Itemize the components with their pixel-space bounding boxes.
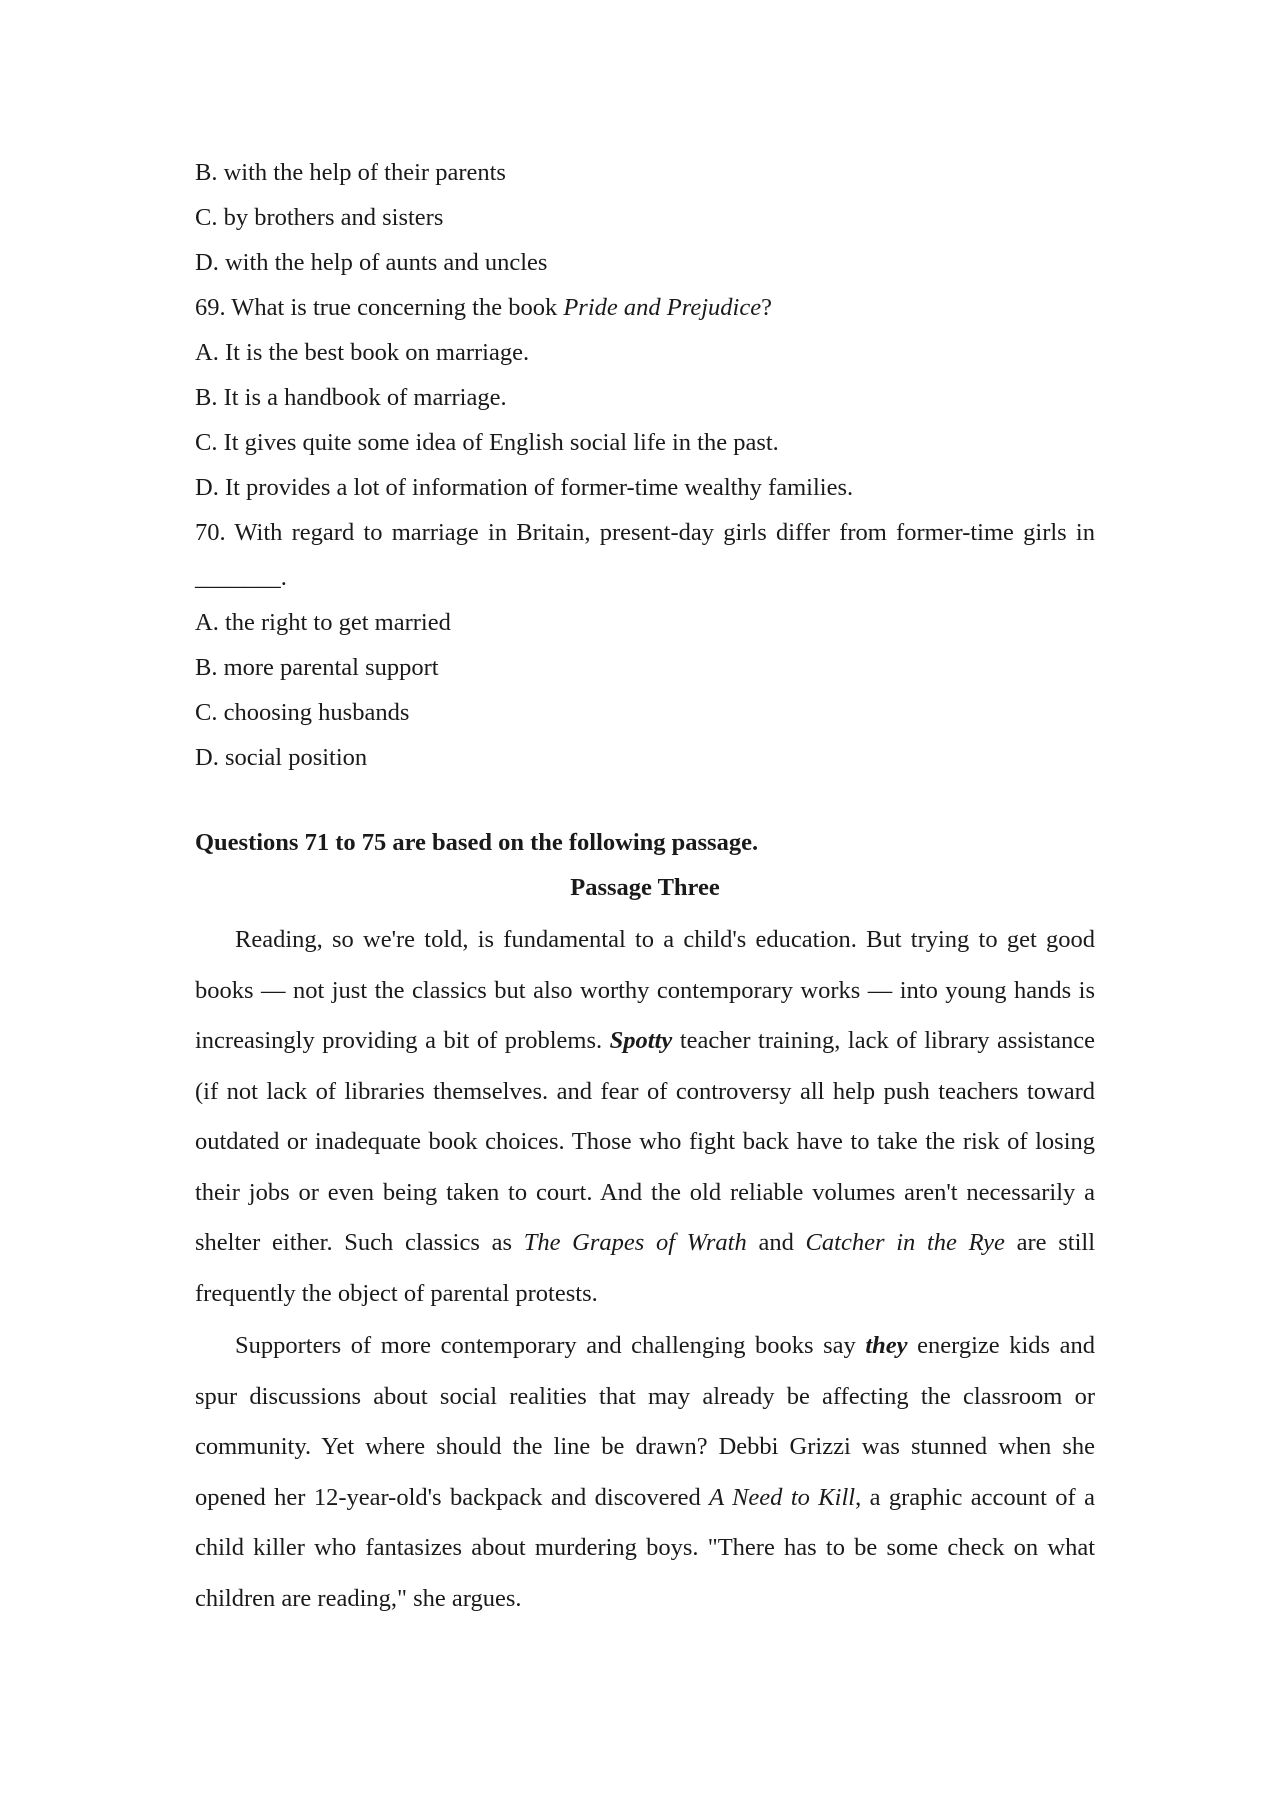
p2-title-need-to-kill: A Need to Kill [709, 1483, 856, 1511]
q70-option-c: C. choosing husbands [195, 699, 410, 726]
p2-text-3: , a graphic account of a child killer who fantasizes about murdering boys. "There has to be some check on what children are reading," she argues. [195, 1483, 1095, 1612]
passage-paragraph-2 [195, 1321, 1095, 1624]
q69-option-a: A. It is the best book on marriage. [195, 339, 530, 366]
q68-option-c: C. by brothers and sisters [195, 204, 444, 231]
q69-option-c: C. It gives quite some idea of English social life in the past. [195, 429, 779, 456]
q70-stem: 70. With regard to marriage in Britain, present-day girls differ from former-time girls in _______. [195, 519, 1095, 591]
p1-text-4: are still frequently the object of parental protests. [195, 1229, 1096, 1307]
section-spacer [195, 780, 1095, 820]
q69-book-title: Pride and Prejudice [563, 294, 762, 321]
page-content [195, 150, 1095, 1624]
passage-paragraph-1 [195, 915, 1095, 1319]
p1-title-catcher: Catcher in the Rye [805, 1229, 1005, 1256]
p2-they: they [865, 1332, 908, 1359]
q69-option-d: D. It provides a lot of information of former-time wealthy families. [195, 474, 854, 501]
p2-text-1: Supporters of more contemporary and challenging books say [235, 1332, 866, 1359]
p1-spotty: Spotty [609, 1027, 673, 1054]
q69-stem-pre: 69. What is true concerning the book [195, 294, 564, 321]
q69-stem-post: ? [761, 294, 772, 321]
q69-stem [195, 285, 1095, 330]
q69-option-b: B. It is a handbook of marriage. [195, 384, 507, 411]
p1-text-1: Reading, so we're told, is fundamental to a child's education. But trying to get good books — not just the classics but also worthy contemporary works — into young hands is increasingly providing a bit of problems. [195, 926, 1095, 1054]
p1-title-grapes: The Grapes of Wrath [523, 1229, 747, 1256]
p2-text-2: energize kids and spur discussions about social realities that may already be affecting the classroom or community. Yet where should the line be drawn? Debbi Grizzi was stunned when she opened her 12-year-old's backpack and discovered [195, 1332, 1095, 1511]
q68-option-d: D. with the help of aunts and uncles [195, 249, 548, 276]
p1-text-2: teacher training, lack of library assistance (if not lack of libraries themselves. and fear of controversy all help push teachers toward outdated or inadequate book choices. Those who fight back have to take the risk of losing their jobs or even being taken to court. And the old reliable volumes aren't necessarily a shelter either. Such classics as [195, 1027, 1095, 1256]
q68-option-b: B. with the help of their parents [195, 159, 506, 186]
q70-option-b: B. more parental support [195, 654, 439, 681]
q70-option-d: D. social position [195, 744, 368, 771]
q70-option-a: A. the right to get married [195, 609, 451, 636]
section-heading: Questions 71 to 75 are based on the following passage. [195, 829, 759, 856]
passage-title: Passage Three [570, 874, 720, 901]
p1-text-3: and [746, 1229, 806, 1256]
